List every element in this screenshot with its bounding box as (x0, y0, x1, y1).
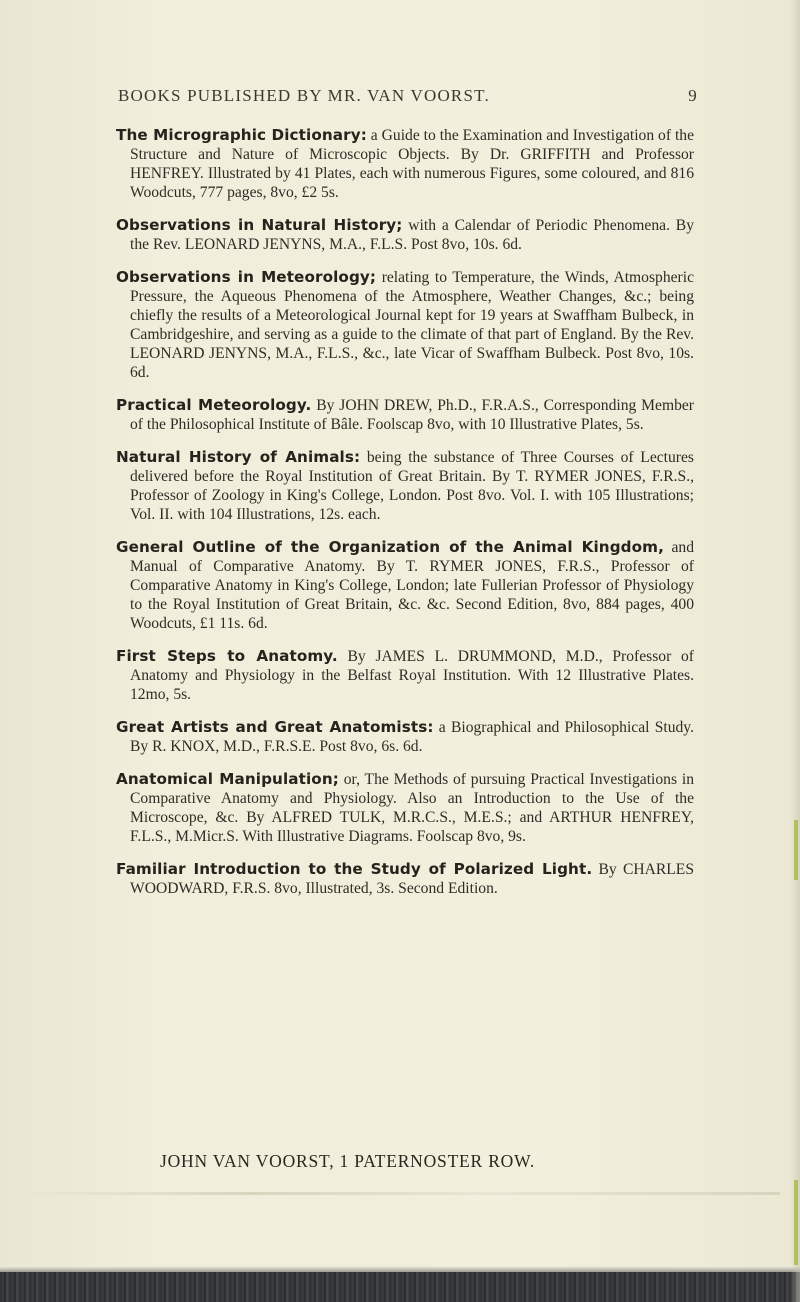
catalogue-entry (116, 860, 694, 898)
entry-body: By JOHN DREW, Ph.D., F.R.A.S., Corresponding Member of the Philosophical Institute of Bâle. Foolscap 8vo, with 10 Illustrative Plates, 5s. (130, 397, 695, 433)
entry-body: and Manual of Comparative Anatomy. By T. RYMER JONES, F.R.S., Professor of Comparative Anatomy in King's College, London; late Fullerian Professor of Physiology to the Royal Institution of Great Britain, &c. &c. Second Edition, 8vo, 884 pages, 400 Woodcuts, £1 11s. 6d. (130, 539, 694, 632)
entry-body: with a Calendar of Periodic Phenomena. By the Rev. LEONARD JENYNS, M.A., F.L.S. Post 8vo, 10s. 6d. (130, 217, 694, 253)
catalogue-entry (116, 718, 694, 756)
catalogue-entry (116, 216, 694, 254)
edge-mark (794, 1180, 798, 1265)
edge-mark (794, 820, 798, 880)
publisher-imprint: JOHN VAN VOORST, 1 PATERNOSTER ROW. (160, 1151, 535, 1171)
catalogue-entries (116, 126, 694, 912)
entry-title: Familiar Introduction to the Study of Polarized Light. (116, 860, 593, 878)
entry-title: Natural History of Animals: (116, 448, 361, 466)
binding-edge (0, 1272, 800, 1302)
entry-title: Great Artists and Great Anatomists: (116, 718, 434, 736)
catalogue-entry (116, 770, 694, 846)
entry-body: a Guide to the Examination and Investigation of the Structure and Nature of Microscopic Objects. By Dr. GRIFFITH and Professor HENFREY. Illustrated by 41 Plates, each with numerous Figures, some coloured, and 816 Woodcuts, 777 pages, 8vo, £2 5s. (130, 127, 694, 201)
entry-body: By JAMES L. DRUMMOND, M.D., Professor of Anatomy and Physiology in the Belfast Royal Institution. With 12 Illustrative Plates. 12mo, 5s. (130, 648, 694, 703)
catalogue-entry (116, 538, 694, 633)
catalogue-entry (116, 647, 694, 704)
entry-body: or, The Methods of pursuing Practical Investigations in Comparative Anatomy and Physiology. Also an Introduction to the Use of the Microscope, &c. By ALFRED TULK, M.R.C.S., M.E.S.; and ARTHUR HENFREY, F.L.S., M.Micr.S. With Illustrative Diagrams. Foolscap 8vo, 9s. (130, 771, 694, 845)
entry-body: relating to Temperature, the Winds, Atmospheric Pressure, the Aqueous Phenomena of the Atmosphere, Weather Changes, &c.; being chiefly the results of a Meteorological Journal kept for 19 years at Swaffham Bulbeck, in Cambridgeshire, and serving as a guide to the climate of that part of England. By the Rev. LEONARD JENYNS, M.A., F.L.S., &c., late Vicar of Swaffham Bulbeck. Post 8vo, 10s. 6d. (130, 269, 694, 381)
catalogue-entry (116, 396, 695, 434)
entry-title: General Outline of the Organization of the Animal Kingdom, (116, 538, 664, 556)
catalogue-entry (116, 126, 694, 202)
entry-title: Anatomical Manipulation; (116, 770, 339, 788)
entry-title: The Micrographic Dictionary: (116, 126, 367, 144)
entry-body: By CHARLES WOODWARD, F.R.S. 8vo, Illustrated, 3s. Second Edition. (130, 861, 694, 897)
entry-body: being the substance of Three Courses of Lectures delivered before the Royal Institution of Great Britain. By T. RYMER JONES, F.R.S., Professor of Zoology in King's College, London. Post 8vo. Vol. I. with 105 Illustrations; Vol. II. with 104 Illustrations, 12s. each. (130, 449, 694, 523)
page-right-edge (790, 0, 800, 1302)
page-rule (20, 1192, 780, 1195)
catalogue-entry (116, 448, 694, 524)
running-head (118, 86, 698, 106)
entry-title: First Steps to Anatomy. (116, 647, 338, 665)
catalogue-entry (116, 268, 694, 382)
entry-body: a Biographical and Philosophical Study. By R. KNOX, M.D., F.R.S.E. Post 8vo, 6s. 6d. (130, 719, 694, 755)
entry-title: Observations in Meteorology; (116, 268, 377, 286)
running-head-title: BOOKS PUBLISHED BY MR. VAN VOORST. (118, 86, 490, 105)
entry-title: Practical Meteorology. (116, 396, 312, 414)
entry-title: Observations in Natural History; (116, 216, 403, 234)
page-number: 9 (688, 86, 698, 105)
